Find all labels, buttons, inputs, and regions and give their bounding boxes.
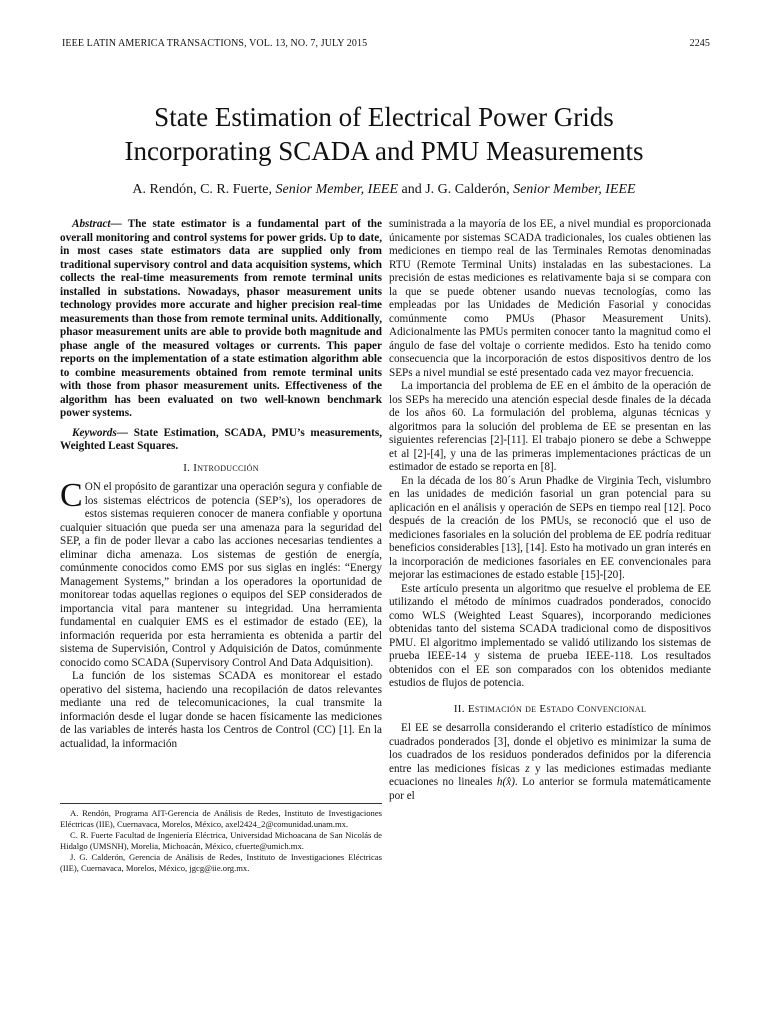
- math-h-of-x-hat: h(x̂): [496, 776, 515, 788]
- page-number: 2245: [689, 38, 710, 49]
- keywords-lead: Keywords: [72, 426, 117, 439]
- section-1-heading: [60, 462, 382, 476]
- running-header: [62, 38, 710, 49]
- footnotes: [60, 803, 382, 874]
- author-line: [40, 182, 728, 198]
- intro-paragraph-4: La importancia del problema de EE en el ámbito de la operación de los SEPs ha merecido una atención especial desde finales de la década de los años 60. La formulación del problema, algunas técnicas y algoritmos para la solución del problema de EE se presentan en las siguientes referencias [2]-[11]. El trabajo pionero se debe a Schweppe et al [2]-[4], y una de las primeras implementaciones prácticas de un estimador de estado se reporta en [8].: [389, 380, 711, 473]
- intro-paragraph-1-text: ON el propósito de garantizar una operación segura y confiable de los sistemas eléctricos de potencia (SEP’s), los operadores de estos sistemas requieren conocer de manera confiable y oportuna cualquier situación que pueda ser una amenaza para la seguridad del SEP, a fin de poder llevar a cabo las acciones necesarias tendientes a eliminar dicha amenaza. Los sistemas de gestión de energía, comúnmente conocidos como EMS por sus siglas en inglés: “Energy Management Systems,” brindan a los operadores la oportunidad de monitorear todas aquellas regiones o equipos del SEP considerados de importancia vital para mantener su integridad. Una herramienta fundamental en cualquier EMS es el estimador de estado (EE), la información requerida por esta herramienta es obtenida a partir del sistema de Supervisión, Control y Adquisición de Datos, comúnmente conocido como SCADA (Supervisory Control And Data Adquisition).: [60, 481, 382, 669]
- footnote-author-2: C. R. Fuerte Facultad de Ingeniería Eléctrica, Universidad Michoacana de San Nicolás de Hidalgo (UMSNH), Morelia, Michoacán, México, cfuerte@umich.mx.: [60, 830, 382, 851]
- intro-paragraph-5: En la década de los 80´s Arun Phadke de Virginia Tech, vislumbro en las unidades de medición fasorial un gran potencial para su aplicación en el análisis y operación de SEPs en tiempo real [12]. Poco después de la creación de los PMUs, se reconoció que el uso de mediciones fasoriales en la solución del problema de EE podría redituar beneficios considerables [13], [14]. Esto ha motivado un gran interés en la incorporación de mediciones fasoriales en EE convencionales para mejorar las estimaciones de estado estable [15]-[20].: [389, 474, 711, 581]
- section-2-paragraph-1: [389, 722, 711, 803]
- paper-title: [40, 100, 728, 168]
- drop-cap: C: [60, 477, 83, 514]
- section-2-heading: [389, 703, 711, 717]
- abstract: [60, 218, 382, 421]
- author-role-1: Senior Member, IEEE: [275, 182, 398, 197]
- footnote-author-3: J. G. Calderón, Gerencia de Análisis de Redes, Instituto de Investigaciones Eléctricas (IIE), Cuernavaca, Morelos, México, jgcg@iie.org.mx.: [60, 852, 382, 873]
- author-role-2: Senior Member, IEEE: [513, 182, 636, 197]
- intro-paragraph-3: suministrada a la mayoría de los EE, a nivel mundial es proporcionada únicamente por sistemas SCADA tradicionales, los cuales obtienen las mediciones en tiempo real de las Terminales Remotas denominadas RTU (Remote Terminal Units) instaladas en las subestaciones. La precisión de estas mediciones es relativamente baja si se compara con la que se puede obtener usando nuevas tecnologías, como las empleadas por las Unidades de Medición Fasorial y conocidas comúnmente como PMUs (Phasor Measurement Units). Adicionalmente las PMUs permiten conocer tanto la magnitud como el ángulo de fase del voltaje o corriente medidos. Esto ha tenido como consecuencia que la incorporación de estos dispositivos dentro de los SEPs a nivel mundial se esté presentado cada vez mayor frecuencia.: [389, 218, 711, 379]
- journal-info: IEEE LATIN AMERICA TRANSACTIONS, VOL. 13, NO. 7, JULY 2015: [62, 38, 368, 49]
- section-2-text-b: y las mediciones estimadas mediante ecuaciones no lineales: [389, 762, 711, 788]
- abstract-lead: Abstract: [72, 218, 111, 230]
- author-names-2: and J. G. Calderón,: [398, 182, 514, 197]
- section-1-numeral: I.: [183, 461, 194, 474]
- author-names-1: A. Rendón, C. R. Fuerte,: [132, 182, 276, 197]
- left-column: [60, 218, 382, 751]
- math-z: z: [525, 762, 530, 775]
- intro-paragraph-6: Este artículo presenta un algoritmo que resuelve el problema de EE utilizando el método de mínimos cuadrados ponderados, conocido como WLS (Weighted Least Squares), incorporando mediciones obtenidas tanto del sistema SCADA tradicional como de dispositivos PMU. El algoritmo implementado se validó utilizando los sistemas de prueba IEEE-14 y sistema de prueba IEEE-118. Los resultados obtenidos con el EE son comparados con los obtenidos mediante estudios de flujos de potencia.: [389, 582, 711, 689]
- intro-paragraph-1: [60, 477, 382, 670]
- section-1-title: Introducción: [193, 461, 259, 474]
- title-line-1: State Estimation of Electrical Power Grids: [154, 102, 614, 132]
- title-line-2: Incorporating SCADA and PMU Measurements: [124, 136, 644, 166]
- intro-paragraph-2: La función de los sistemas SCADA es monitorear el estado operativo del sistema, haciendo una recopilación de datos relevantes mediante una red de telecomunicaciones, la cual transmite la información desde el lugar donde se hacen físicamente las mediciones de las variables de interés hasta los Centros de Control (CC) [1]. En la actualidad, la información: [60, 670, 382, 750]
- section-2-text-c: . Lo anterior se formula matemáticamente por el: [389, 776, 711, 802]
- abstract-text: — The state estimator is a fundamental part of the overall monitoring and control systems for power grids. Up to date, in most cases state estimators data are supplied only from traditional supervisory control and data acquisition systems, which collects the real-time measurements from remote terminal units installed in substations. Nowadays, phasor measurement units technology provides more accurate and higher precision real-time measurements than those from remote terminal units. Additionally, phasor measurement units are able to provide both magnitude and phase angle of the measured voltages or currents. This paper reports on the implementation of a state estimation algorithm able to combine measurements obtained from remote terminal units with those from phasor measurement units. Effectiveness of the algorithm has been evaluated on two well-known benchmark power systems.: [60, 218, 382, 419]
- footnote-author-1: A. Rendón, Programa AIT-Gerencia de Análisis de Redes, Instituto de Investigaciones Eléctricas (IIE), Cuernavaca, Morelos, México, axel2424_2@comunidad.unam.mx.: [60, 808, 382, 829]
- keywords: [60, 427, 382, 454]
- section-2-numeral: II.: [453, 702, 468, 715]
- right-column: [389, 218, 711, 803]
- section-2-text-a: El EE se desarrolla considerando el criterio estadístico de mínimos cuadrados ponderados [3], donde el objetivo es minimizar la suma de los cuadrados de los residuos ponderados definidos por la diferencia entre las mediciones físicas: [389, 722, 711, 775]
- keywords-text: — State Estimation, SCADA, PMU’s measurements, Weighted Least Squares.: [60, 426, 382, 452]
- section-2-title: Estimación de Estado Convencional: [467, 702, 647, 715]
